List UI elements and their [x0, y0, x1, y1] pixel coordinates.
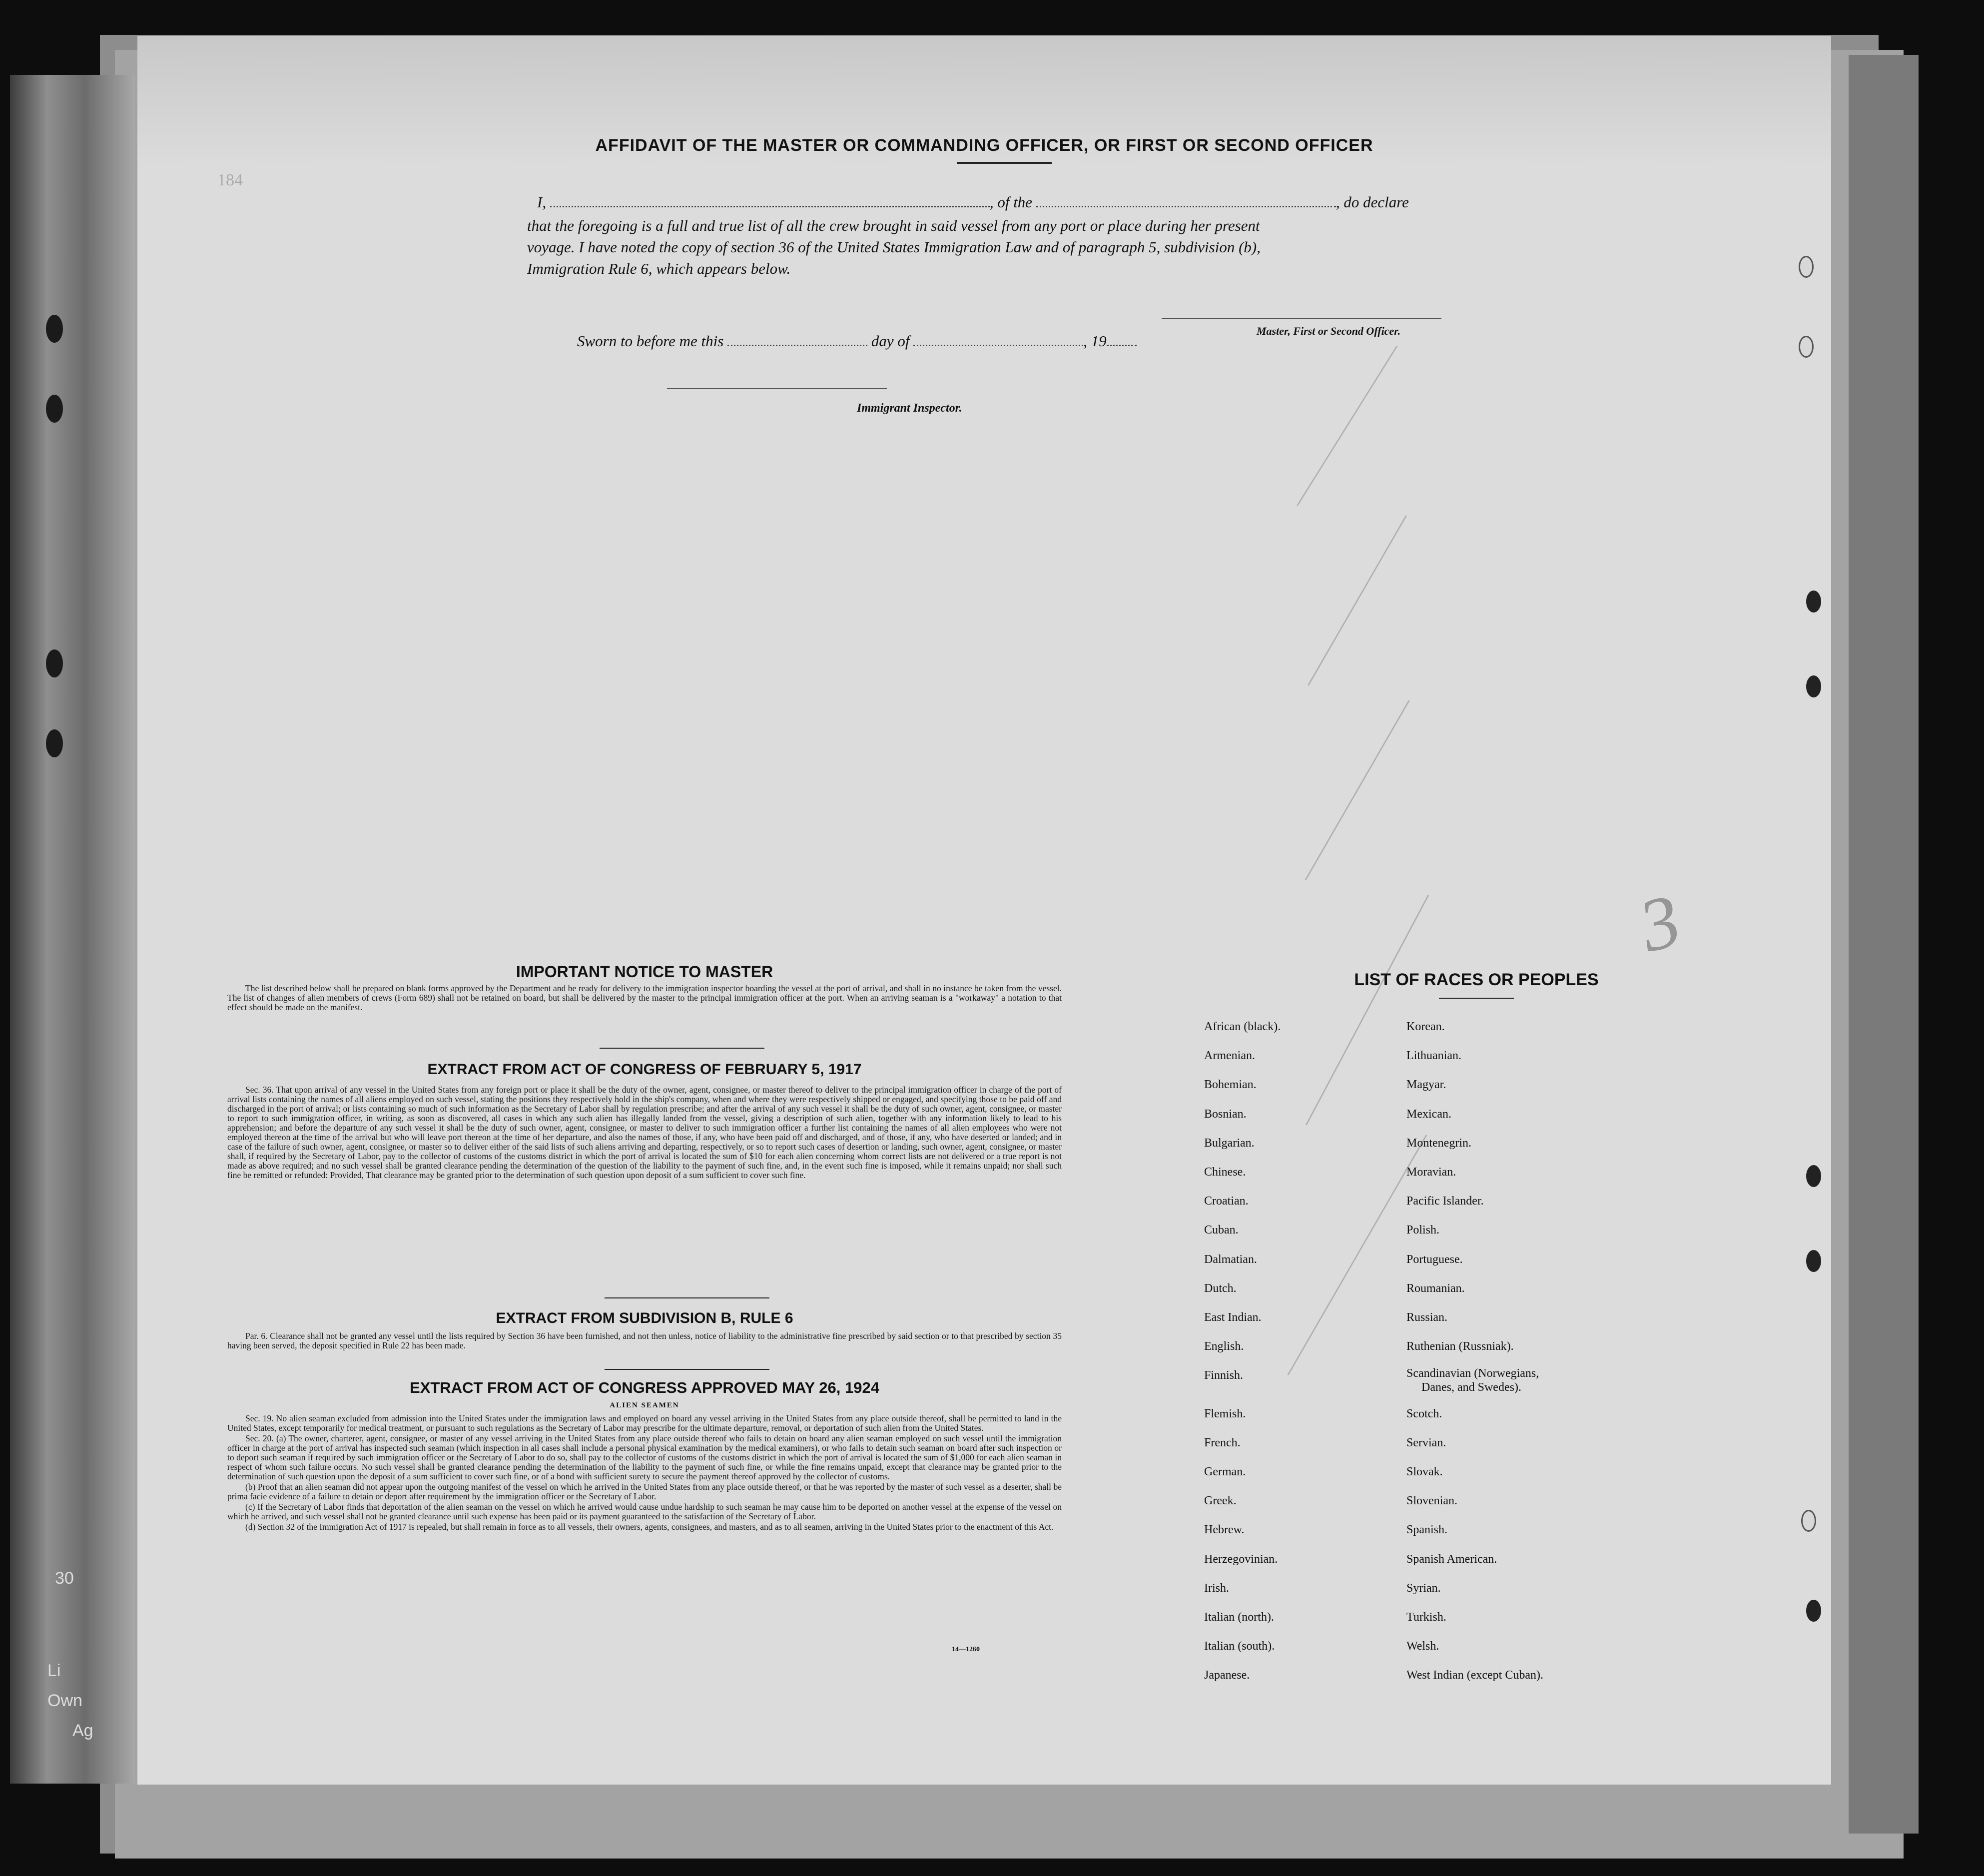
alien-seamen-subtitle: ALIEN SEAMEN [610, 1401, 679, 1409]
race-item: Croatian. [1204, 1195, 1249, 1208]
affidavit-declaration-line [537, 193, 1636, 211]
race-item: Italian (south). [1204, 1640, 1275, 1653]
notice-paragraph: The list described below shall be prepared on blank forms approved by the Department and be ready for delivery to the immigration inspector boarding the vessel at the port of arrival, and shall in no instance be taken from the vessel. The list of changes of alien members of crews (Form 689) shall not be retained on board, but shall be delivered by the master to the principal immigration officer at the port. When an arriving seaman is a "workaway" a notation to that effect should be made on the manifest. [227, 983, 1062, 1012]
race-item: German. [1204, 1465, 1246, 1478]
race-item: Greek. [1204, 1494, 1237, 1508]
race-item: French. [1204, 1436, 1241, 1449]
affidavit-title: AFFIDAVIT OF THE MASTER OR COMMANDING OFFICER, OR FIRST OR SECOND OFFICER [595, 136, 1373, 155]
race-item: Russian. [1406, 1311, 1448, 1324]
race-item: Turkish. [1406, 1611, 1446, 1624]
race-item: Herzegovinian. [1204, 1552, 1278, 1566]
race-item: Dalmatian. [1204, 1252, 1257, 1266]
race-item: Dutch. [1204, 1281, 1237, 1295]
race-item: Bulgarian. [1204, 1136, 1255, 1150]
affidavit-i: I, [537, 193, 547, 211]
punch-hole-icon [1799, 336, 1814, 358]
extract-1924-sec20d: (d) Section 32 of the Immigration Act of 1917 is repealed, but shall remain in force as to all vessels, their owners, agents, consignees, and masters, and as to all seamen, arriving in the United States prior to the enactment of this Act. [245, 1522, 1054, 1532]
year-blank [1107, 335, 1137, 346]
month-blank [913, 335, 1083, 346]
race-item: Korean. [1406, 1020, 1445, 1033]
extract-1917-paragraph: Sec. 36. That upon arrival of any vessel in the United States from any foreign port or place it shall be the duty of the owner, agent, consignee, or master thereof to deliver to the principal immigration officer in charge of the port of arrival lists containing the names of all aliens employed on such vessel, stating the positions they respectively hold in the ship's company, when and where they were respectively shipped or engaged, and specifying those to be paid off and discharged in the port of arrival; or lists containing so much of such information as the Secretary of Labor shall by regulation prescribe; and after the arrival of any such vessel it shall be the duty of such owner, agent, consignee, or master to report to such immigration officer, in writing, as soon as discovered, all cases in which any such alien has illegally landed from the vessel, giving a description of such alien, together with any information likely to lead to his apprehension; and before the departure of any such vessel it shall be the duty of such owner, agent, consignee, or master to deliver to such immigration officer a further list containing the names of all alien employees who were not employed thereon at the time of the arrival but who will leave port thereon at the time of her departure, and also the names of those, if any, who have been paid off and discharged, and of those, if any, who have deserted or landed; and in case of the failure of such owner, agent, consignee, or master so to deliver either of the said lists of such aliens arriving and departing, respectively, or so to report such cases of desertion or landing, such owner, agent, consignee, or master shall, if required by the Secretary of Labor, pay to the collector of customs of the customs district in which the port of arrival is located the sum of $10 for each alien concerning whom correct lists are not delivered or a true report is not made as above required; and no such vessel shall be granted clearance pending the determination of the question of the liability to the payment of such fine, and, in the event such fine is imposed, while it remains unpaid; nor shall such fine be remitted or refunded: Provided, That clearance may be granted prior to the determination of such question upon deposit of a sum sufficient to cover such fine. [227, 1085, 1062, 1180]
race-item: Polish. [1406, 1224, 1440, 1237]
pencil-mark [1305, 700, 1410, 880]
race-item: Scotch. [1406, 1407, 1442, 1420]
margin-note: Li [47, 1661, 61, 1680]
notice-title: IMPORTANT NOTICE TO MASTER [516, 963, 773, 981]
race-item: Pacific Islander. [1406, 1195, 1484, 1208]
inspector-signature-line [667, 388, 887, 389]
binding-hole-icon [46, 395, 63, 423]
binding-hole-icon [46, 649, 63, 677]
race-item: Syrian. [1406, 1581, 1441, 1595]
section-rule [605, 1369, 769, 1370]
pencil-mark [1297, 346, 1398, 506]
affidavit-line-4: Immigration Rule 6, which appears below. [527, 260, 791, 277]
race-item: Slovenian. [1406, 1494, 1457, 1508]
extract-1924-sec20b: (b) Proof that an alien seaman did not appear upon the outgoing manifest of the vessel on which he arrived in the United States from any place outside thereof, or that he was reported by the master of such vessel as a deserter, shall be prima facie evidence of a failure to detain or deport after requirement by the immigration officer or the Secretary of Labor. [227, 1482, 1062, 1501]
affidavit-line-3: voyage. I have noted the copy of section 36 of the United States Immigration Law and of paragraph 5, subdivision (b), [527, 238, 1261, 256]
section-rule [605, 1297, 769, 1298]
binding-hole-icon [46, 729, 63, 757]
extract-rule6-title: EXTRACT FROM SUBDIVISION B, RULE 6 [496, 1310, 793, 1326]
punch-hole-icon [1806, 591, 1821, 613]
section-rule [600, 1048, 764, 1049]
race-item: Portuguese. [1406, 1252, 1463, 1266]
title-rule [957, 162, 1052, 164]
margin-number: 30 [55, 1569, 74, 1588]
margin-note: Own [47, 1691, 82, 1710]
manifest-page [137, 36, 1831, 1785]
punch-hole-icon [1801, 1510, 1816, 1532]
race-item: Montenegrin. [1406, 1136, 1471, 1150]
race-item: Bohemian. [1204, 1078, 1257, 1092]
race-item: Italian (north). [1204, 1611, 1274, 1624]
races-title: LIST OF RACES OR PEOPLES [1354, 970, 1599, 989]
race-item: Armenian. [1204, 1049, 1255, 1063]
race-item: Welsh. [1406, 1640, 1439, 1653]
extract-1917-title: EXTRACT FROM ACT OF CONGRESS OF FEBRUARY 5, 1917 [427, 1061, 862, 1078]
extract-1924-sec19: Sec. 19. No alien seaman excluded from admission into the United States under the immigration laws and employed on board any vessel arriving in the United States from any place outside thereof, shall be permitted to land in the United States, except temporarily for medical treatment, or pursuant to such regulations as the Secretary of Labor may prescribe for the ultimate departure, removal, or deportation of such alien from the United States. [227, 1413, 1062, 1433]
race-item: Servian. [1406, 1436, 1446, 1449]
race-item-continuation: Danes, and Swedes). [1421, 1381, 1521, 1394]
faded-page-number: 184 [217, 171, 243, 189]
master-signature-label: Master, First or Second Officer. [1257, 325, 1401, 337]
race-item: West Indian (except Cuban). [1406, 1669, 1543, 1682]
race-item: Roumanian. [1406, 1281, 1465, 1295]
ledger-binding [10, 75, 135, 1784]
race-item: Finnish. [1204, 1369, 1244, 1382]
race-item: Mexican. [1406, 1107, 1451, 1121]
extract-rule6-text [227, 1331, 1062, 1351]
race-item: African (black). [1204, 1020, 1281, 1033]
sworn-prefix: Sworn to before me this [577, 332, 724, 350]
sworn-day-of: day of [871, 332, 910, 350]
race-item: Scandinavian (Norwegians, [1406, 1367, 1539, 1380]
extract-rule6-paragraph: Par. 6. Clearance shall not be granted any vessel until the lists required by Section 36 have been furnished, and not then unless, notice of liability to the administrative fine prescribed by said section or to that prescribed by section 35 having been served, the deposit specified in Rule 22 has been made. [227, 1331, 1062, 1350]
race-item: East Indian. [1204, 1311, 1262, 1324]
underlying-sheet-edge [1849, 55, 1919, 1834]
race-item: English. [1204, 1340, 1244, 1353]
race-item: Hebrew. [1204, 1523, 1245, 1537]
extract-1924-text [227, 1414, 1062, 1533]
race-item: Moravian. [1406, 1166, 1456, 1179]
punch-hole-icon [1806, 1600, 1821, 1622]
name-blank [550, 196, 990, 207]
extract-1924-title: EXTRACT FROM ACT OF CONGRESS APPROVED MAY 26, 1924 [410, 1379, 879, 1396]
race-item: Irish. [1204, 1581, 1229, 1595]
punch-hole-icon [1806, 1165, 1821, 1187]
inspector-label: Immigrant Inspector. [857, 402, 962, 415]
form-number: 14—1260 [952, 1646, 980, 1653]
race-item: Spanish American. [1406, 1552, 1497, 1566]
punch-hole-icon [1799, 256, 1814, 278]
vessel-blank [1036, 196, 1336, 207]
affidavit-declare: , do declare [1335, 193, 1409, 211]
handwritten-number: 3 [1631, 878, 1689, 968]
race-item: Lithuanian. [1406, 1049, 1461, 1063]
signature-line [1162, 318, 1441, 319]
punch-hole-icon [1806, 675, 1821, 697]
race-item: Cuban. [1204, 1224, 1239, 1237]
pencil-mark [1308, 516, 1407, 685]
extract-1924-sec20c: (c) If the Secretary of Labor finds that deportation of the alien seaman on the vessel on which he arrived would cause undue hardship to such seaman he may cause him to be deported on another vessel at the expense of the vessel on which he arrived, and such vessel shall not be granted clearance until such expense has been paid or its payment guaranteed to the satisfaction of the Secretary of Labor. [227, 1502, 1062, 1521]
affidavit-line-2: that the foregoing is a full and true list of all the crew brought in said vessel from any port or place during her present [527, 217, 1260, 234]
race-item: Slovak. [1406, 1465, 1443, 1478]
affidavit-of-the: , of the [989, 193, 1033, 211]
notice-text [227, 984, 1062, 1013]
race-item: Chinese. [1204, 1166, 1246, 1179]
race-item: Flemish. [1204, 1407, 1246, 1420]
race-item: Japanese. [1204, 1669, 1250, 1682]
race-item: Bosnian. [1204, 1107, 1247, 1121]
race-item: Magyar. [1406, 1078, 1446, 1092]
races-title-rule [1439, 998, 1514, 999]
extract-1917-text [227, 1085, 1062, 1181]
sworn-line [577, 332, 1676, 350]
day-blank [727, 335, 867, 346]
binding-hole-icon [46, 315, 63, 343]
sworn-year: , 19 [1083, 332, 1107, 350]
punch-hole-icon [1806, 1250, 1821, 1272]
extract-1924-sec20a: Sec. 20. (a) The owner, charterer, agent, consignee, or master of any vessel arriving in the United States from any place outside thereof who fails to detain on board any alien seaman employed on such vessel until the immigration officer in charge at the port of arrival has inspected such seaman (which inspection in all cases shall include a personal physical examination by the medical examiners), or who fails to detain such seaman on board after such inspection or to deport such seaman if required by such immigration officer or the Secretary of Labor to do so, shall pay to the collector of customs of the customs district in which the port of arrival is located the sum of $1,000 for each alien seaman in respect of whom such failure occurs. No such vessel shall be granted clearance pending the determination of the liability to the payment of such fine, or while the fine remains unpaid, except that clearance may be granted prior to the determination of such question upon the deposit of a sum sufficient to cover such fine, or of a bond with sufficient surety to secure the payment thereof approved by the collector of customs. [227, 1433, 1062, 1481]
margin-note: Ag [72, 1721, 93, 1740]
race-item: Ruthenian (Russniak). [1406, 1340, 1514, 1353]
race-item: Spanish. [1406, 1523, 1448, 1537]
